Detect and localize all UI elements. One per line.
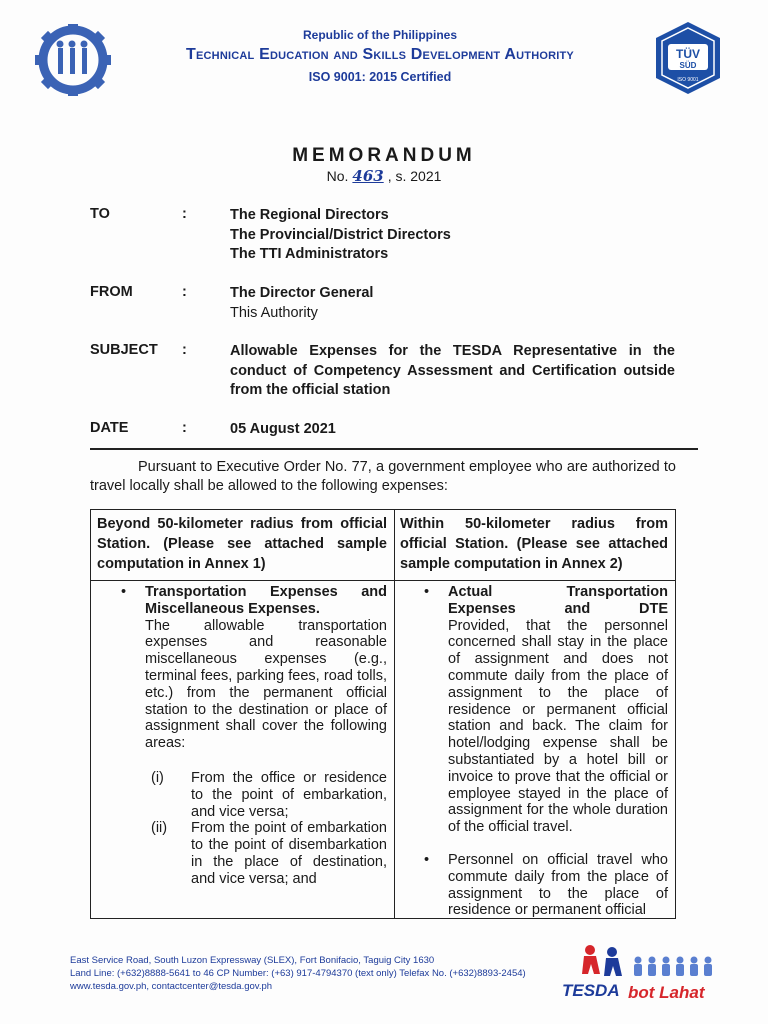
- bullet-icon: •: [121, 584, 127, 600]
- subject-label: SUBJECT: [90, 342, 158, 358]
- table-cell-within: [418, 584, 668, 919]
- within-body: Provided, that the personnel concerned shall stay in the place of assignment and does not commute daily from the place of assignment to the place of residence or permanent official station and back. The claim for hotel/lodging expense shall be substantiated by a hotel bill or invoice to prove that the official or employee stayed in the place of assignment for the whole duration of the official travel.: [448, 617, 668, 836]
- list-item-number: (ii): [151, 820, 168, 837]
- bullet-icon: •: [424, 851, 430, 868]
- agency-name: Technical Education and Skills Development Authority: [186, 46, 574, 63]
- table-header-beyond: Beyond 50-kilometer radius from official Station. (Please see attached sample computation in Annex 1): [97, 516, 387, 572]
- republic-label: Republic of the Philippines: [302, 28, 457, 42]
- cert-bottom-text: ISO 9001: [677, 77, 699, 83]
- bullet-icon: •: [424, 584, 430, 600]
- memo-title: MEMORANDUM: [292, 145, 476, 166]
- from-line-2: This Authority: [230, 304, 318, 321]
- date-colon: :: [182, 420, 187, 436]
- list-item-number: (i): [151, 769, 164, 786]
- tesda-logo-icon: [30, 22, 116, 98]
- from-colon: :: [182, 284, 187, 300]
- list-item: [145, 770, 387, 820]
- within-bullet-2: Personnel on official travel who commute daily from the place of assignment to the place of residence or permanent official: [448, 851, 668, 919]
- table-header-within: Within 50-kilometer radius from official Station. (Please see attached sample computation in Annex 2): [400, 516, 668, 572]
- list-item: [145, 820, 387, 887]
- to-line-3: The TTI Administrators: [230, 246, 389, 262]
- date-value: 05 August 2021: [230, 421, 336, 437]
- list-item-text: From the office or residence to the point of embarkation, and vice versa;: [191, 769, 387, 820]
- to-label: TO: [90, 206, 110, 222]
- footer-address: East Service Road, South Luzon Expressway (SLEX), Fort Bonifacio, Taguig City 1630: [70, 955, 435, 966]
- to-colon: :: [182, 206, 187, 222]
- memo-number-prefix: No.: [326, 168, 349, 184]
- subject-colon: :: [182, 342, 187, 358]
- table-column-divider: [394, 510, 395, 918]
- table-header-divider: [91, 580, 675, 581]
- memo-number: [0, 167, 768, 185]
- footer-contact: [70, 954, 526, 993]
- brand-abot-lahat-text: bot Lahat: [628, 983, 705, 1002]
- footer-phones: Land Line: (+632)8888-5641 to 46 CP Number: (+63) 917-4794370 (text only) Telefax No. (+632)8893-2454): [70, 968, 526, 979]
- expenses-table: [90, 509, 676, 919]
- cert-top-text: TÜV: [676, 47, 700, 61]
- date-label: DATE: [90, 420, 129, 436]
- tesda-abot-lahat-logo-icon: [560, 940, 720, 1004]
- brand-tesda-text: TESDA: [562, 981, 620, 1000]
- to-line-1: The Regional Directors: [230, 207, 389, 223]
- letterhead: [130, 28, 630, 84]
- list-item-text: From the point of embarkation to the point of disembarkation in the place of destination, and vice versa; and: [191, 820, 387, 887]
- within-heading: Actual Transportation Expenses and DTE: [448, 584, 668, 617]
- beyond-body: The allowable transportation expenses and reasonable miscellaneous expenses (e.g., terminal fees, parking fees, road tolls, etc.) from the permanent official station to the destination or place of assignment shall cover the following areas:: [145, 617, 387, 752]
- cert-mid-text: SÜD: [679, 61, 697, 70]
- table-cell-beyond: [115, 584, 387, 888]
- from-label: FROM: [90, 284, 133, 300]
- memo-number-suffix: , s. 2021: [387, 168, 442, 184]
- footer-web: www.tesda.gov.ph, contactcenter@tesda.gov.ph: [70, 981, 273, 992]
- iso-certification: ISO 9001: 2015 Certified: [308, 70, 452, 84]
- beyond-heading: Transportation Expenses and Miscellaneous Expenses.: [145, 584, 387, 617]
- from-line-1: The Director General: [230, 285, 374, 301]
- subject-text: Allowable Expenses for the TESDA Representative in the conduct of Competency Assessment and Certification outside from the official station: [230, 343, 675, 398]
- tuv-certification-seal-icon: [650, 20, 726, 96]
- memo-number-value: 463: [352, 167, 384, 185]
- to-line-2: The Provincial/District Directors: [230, 226, 451, 243]
- intro-paragraph: Pursuant to Executive Order No. 77, a government employee who are authorized to travel locally shall be allowed to the following expenses:: [90, 459, 676, 494]
- header-divider: [90, 448, 698, 450]
